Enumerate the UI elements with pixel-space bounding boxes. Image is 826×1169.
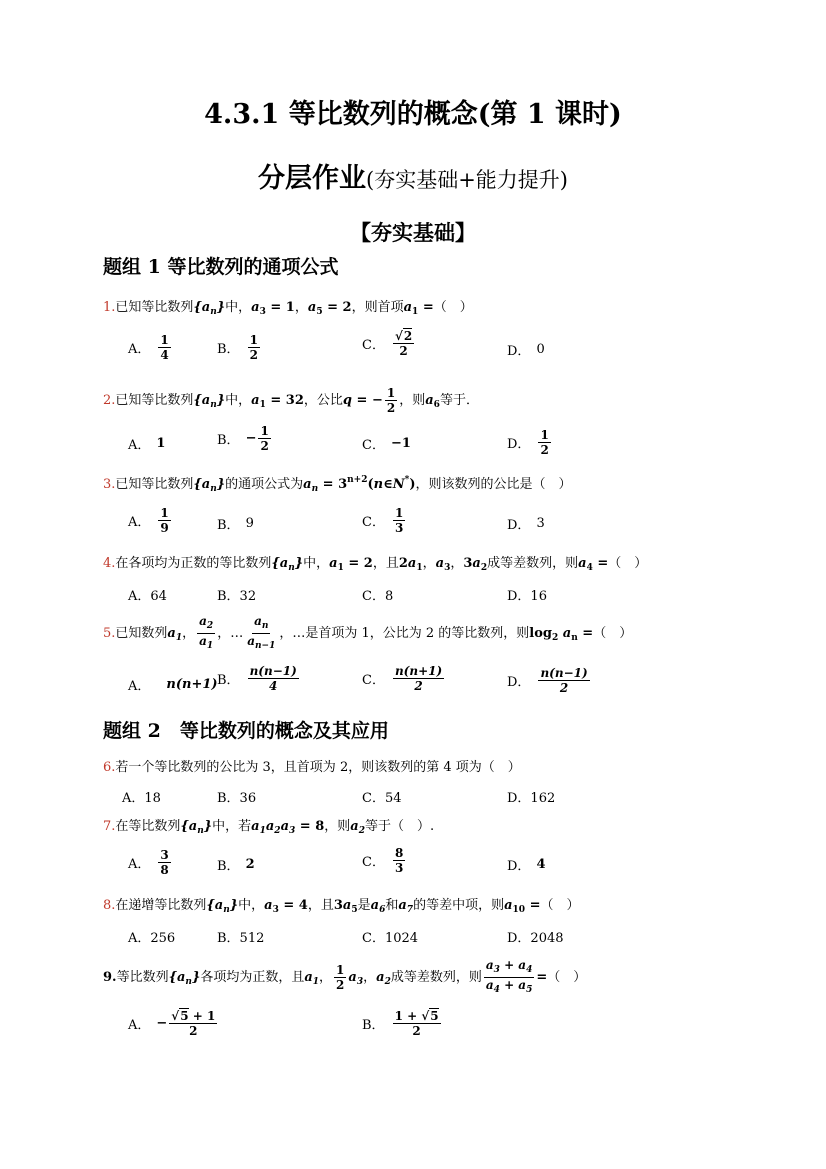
q8-option-a[interactable]: A．256 [128, 931, 176, 946]
page-subtitle [0, 156, 826, 195]
question-7: 7.在等比数列$\{a_n\}$中，若$a_1a_2a_3 = 8$，则$a_2$等于（ ）. [103, 819, 435, 836]
q5-option-b[interactable]: B． $\frac{n(n-1)}{4}$ [217, 664, 297, 693]
group-heading-1: 题组 1 等比数列的通项公式 [103, 256, 339, 278]
q8-option-b[interactable]: B．512 [217, 931, 265, 946]
q2-option-d[interactable]: D． $\frac{1}{2}$ [507, 428, 549, 457]
q9-option-a[interactable]: A． − $\frac{√5 + 1}{2}$ [128, 1009, 216, 1038]
q1-option-b[interactable]: B． $\frac{1}{2}$ [217, 333, 258, 362]
q4-option-a[interactable]: A．64 [128, 589, 167, 604]
q4-option-b[interactable]: B．32 [217, 589, 257, 604]
q3-option-a[interactable]: A． $\frac{1}{9}$ [128, 506, 169, 535]
q7-option-d[interactable]: D． 4 [507, 857, 546, 874]
question-2: 2.已知等比数列$\{a_n\}$中，$a_1 = 32$，公比q = − $\frac{1}{2}$ ，则$a_6$等于． [103, 386, 479, 415]
q5-option-a[interactable]: A． n(n+1) [128, 677, 218, 694]
section-heading: 【夯实基础】 [350, 220, 476, 245]
subtitle-main: 分层作业 [258, 163, 366, 194]
q7-option-a[interactable]: A． $\frac{3}{8}$ [128, 848, 169, 877]
q3-option-d[interactable]: D． 3 [507, 516, 545, 533]
q3-option-c[interactable]: C． $\frac{1}{3}$ [362, 506, 404, 535]
q2-option-b[interactable]: B． − $\frac{1}{2}$ [217, 424, 269, 453]
question-4: 4.在各项均为正数的等比数列$\{a_n\}$中，$a_1 = 2$，且$2a_1$，$a_3$，$3a_2$成等差数列，则$a_4$ =（ ） [103, 556, 648, 573]
question-3: 3.已知等比数列$\{a_n\}$的通项公式为$a_n$ = $3^{n+2}(n\in N^*)$，则该数列的公比是（ ） [103, 475, 572, 494]
page-title: 4.3.1 等比数列的概念(第 1 课时) [204, 99, 622, 130]
q6-option-a[interactable]: A．18 [122, 791, 161, 806]
q6-option-b[interactable]: B．36 [217, 791, 257, 806]
subtitle-paren: (夯实基础+能力提升) [366, 168, 568, 192]
q2-option-a[interactable]: A． 1 [128, 436, 166, 453]
question-1: 1.已知等比数列$\{a_n\}$中，$a_3 = 1$，$a_5 = 2$，则首项$a_1$ =（ ） [103, 300, 473, 317]
q5-option-c[interactable]: C． $\frac{n(n+1)}{2}$ [362, 664, 443, 693]
q9-option-b[interactable]: B． $\frac{1 + √5}{2}$ [362, 1009, 439, 1038]
q8-option-c[interactable]: C．1024 [362, 931, 419, 946]
q7-option-c[interactable]: C． $\frac{8}{3}$ [362, 846, 404, 875]
q5-option-d[interactable]: D． $\frac{n(n-1)}{2}$ [507, 666, 588, 695]
q6-option-d[interactable]: D．162 [507, 791, 556, 806]
q4-option-c[interactable]: C．8 [362, 589, 394, 604]
q6-option-c[interactable]: C．54 [362, 791, 402, 806]
q3-option-b[interactable]: B． 9 [217, 516, 254, 533]
question-5: 5.已知数列$a_1$， $\frac{a_2}{a_1}$ ，… $\frac{a_n}{a_{n-1}}$ ，…是首项为 1，公比为 2 的等比数列，则$\log_2 a_n$ =（ ） [103, 614, 633, 651]
q2-option-c[interactable]: C． −1 [362, 436, 411, 453]
question-9: 9.等比数列$\{a_n\}$各项均为正数，且$a_1$， $\frac{1}{2}$ $a_3$，$a_2$成等差数列，则 $\frac{a_3 + a_4}{a_4 + a_5}$ =（ ） [103, 958, 587, 995]
q1-option-d[interactable]: D． 0 [507, 342, 545, 359]
group-heading-2: 题组 2 等比数列的概念及其应用 [103, 720, 389, 742]
q8-option-d[interactable]: D．2048 [507, 931, 564, 946]
q7-option-b[interactable]: B． 2 [217, 857, 255, 874]
question-8: 8.在递增等比数列$\{a_n\}$中，$a_3 = 4$，且$3a_5$是$a_6$和$a_7$的等差中项，则$a_{10}$ =（ ） [103, 898, 580, 915]
q1-option-a[interactable]: A． $\frac{1}{4}$ [128, 333, 169, 362]
q1-option-c[interactable]: C． $\frac{√2}{2}$ [362, 329, 413, 358]
question-6: 6.若一个等比数列的公比为 3，且首项为 2，则该数列的第 4 项为（ ） [103, 760, 521, 775]
q4-option-d[interactable]: D．16 [507, 589, 547, 604]
